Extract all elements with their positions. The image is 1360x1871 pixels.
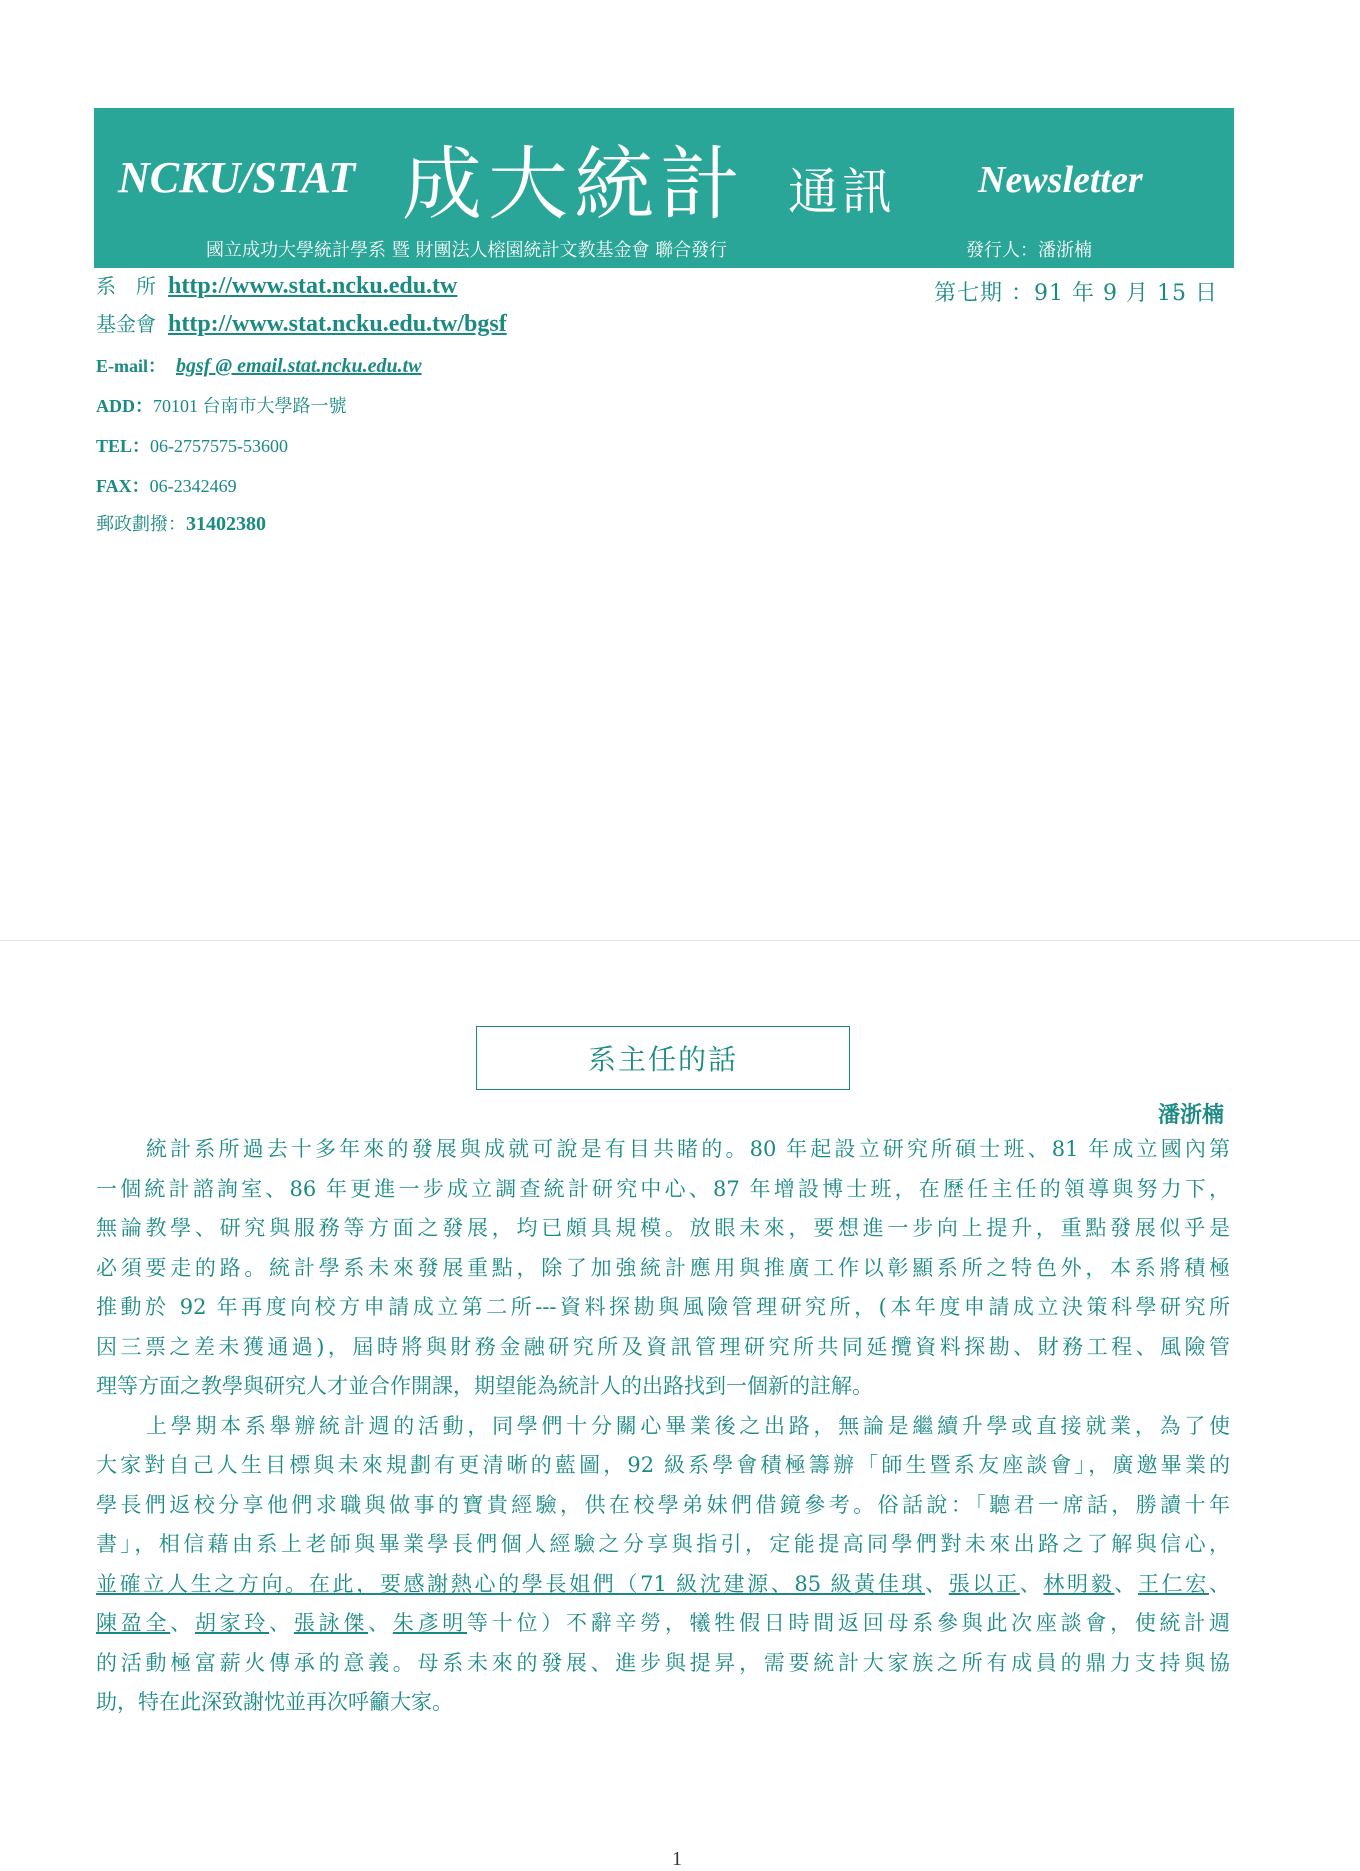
masthead-right-title: Newsletter (978, 159, 1143, 201)
alumni-name: 黃佳琪 (854, 1571, 926, 1596)
page-fold-line (0, 940, 1360, 941)
alumni-name: 沈建源 (699, 1571, 771, 1596)
page-number: 1 (672, 1848, 682, 1870)
contact-foundation: 基金會 http://www.stat.ncku.edu.tw/bgsf (96, 311, 507, 337)
masthead-issuer: 發行人：潘浙楠 (966, 240, 1092, 261)
masthead-chinese-subtitle: 通訊 (788, 163, 896, 221)
alumni-name: 陳盈全 (96, 1611, 171, 1635)
text-line: 大家對自己人生目標與未來規劃有更清晰的藍圖，92 級系學會積極籌辦「師生暨系友座談會」，廣邀畢業的 (96, 1453, 1230, 1477)
masthead-left-title: NCKU/STAT (118, 153, 356, 202)
text-line: 助，特在此深致謝忱並再次呼籲大家。 (96, 1690, 453, 1714)
alumni-name: 林明毅 (1043, 1571, 1115, 1596)
masthead-banner (94, 108, 1234, 268)
text-line: 書」，相信藉由系上老師與畢業學長們個人經驗之分享與指引，定能提高同學們對未來出路之了解與信心， (96, 1532, 1230, 1556)
issue-date: 第七期 ：91 年 9 月 15 日 (934, 281, 1218, 306)
email-link[interactable]: bgsf @ email.stat.ncku.edu.tw (176, 355, 422, 377)
contact-tel: TEL：06-2757575-53600 (96, 436, 289, 456)
text-line: 陳盈全、胡家玲、張詠傑、朱彥明等十位）不辭辛勞，犧牲假日時間返回母系參與此次座談會，使統計週 (96, 1611, 1230, 1635)
text-line: 並確立人生之方向。在此，要感謝熱心的學長姐們（71 級沈建源、85 級黃佳琪、張以正、林明毅、王仁宏、 (96, 1571, 1230, 1596)
masthead-chinese-title: 成大統計 (402, 138, 746, 231)
alumni-name: 張詠傑 (293, 1611, 369, 1635)
alumni-name: 朱彥明 (392, 1611, 468, 1635)
contact-email: E-mail： bgsf @ email.stat.ncku.edu.tw (96, 355, 422, 377)
text-line: 理等方面之教學與研究人才並合作開課，期望能為統計人的出路找到一個新的註解。 (96, 1374, 873, 1398)
dept-url-link[interactable]: http://www.stat.ncku.edu.tw (168, 273, 458, 299)
text-line: 因三票之差未獲通過)，屆時將與財務金融研究所及資訊管理研究所共同延攬資料探勘、財務工程、風險管 (96, 1334, 1230, 1359)
alumni-name: 王仁宏 (1138, 1571, 1209, 1596)
contact-postal-account: 郵政劃撥：31402380 (96, 513, 266, 535)
text-line: 一個統計諮詢室、86 年更進一步成立調查統計研究中心、87 年增設博士班，在歷任主任的領導與努力下， (96, 1176, 1230, 1201)
alumni-name: 胡家玲 (194, 1611, 270, 1635)
text-line: 統計系所過去十多年來的發展與成就可說是有目共睹的。80 年起設立研究所碩士班、81 年成立國內第 (146, 1137, 1230, 1161)
section-title: 系主任的話 (476, 1026, 850, 1090)
foundation-url-link[interactable]: http://www.stat.ncku.edu.tw/bgsf (168, 311, 507, 337)
contact-dept: 系 所 http://www.stat.ncku.edu.tw (96, 273, 458, 299)
text-line: 的活動極富薪火傳承的意義。母系未來的發展、進步與提昇，需要統計大家族之所有成員的鼎力支持與協 (96, 1650, 1230, 1675)
article-body (96, 1130, 1230, 1723)
text-line: 無論教學、研究與服務等方面之發展，均已頗具規模。放眼未來，要想進一步向上提升，重點發展似乎是 (96, 1216, 1230, 1240)
contact-fax: FAX：06-2342469 (96, 476, 237, 496)
text-line: 學長們返校分享他們求職與做事的寶貴經驗，供在校學弟妹們借鏡參考。俗話說：「聽君一席話，勝讀十年 (96, 1492, 1230, 1517)
alumni-name: 張以正 (948, 1571, 1020, 1596)
contact-address: ADD：70101 台南市大學路一號 (96, 396, 347, 416)
masthead-publishers: 國立成功大學統計學系 暨 財團法人榕園統計文教基金會 聯合發行 (206, 240, 728, 261)
text-line: 上學期本系舉辦統計週的活動，同學們十分關心畢業後之出路，無論是繼續升學或直接就業，為了使 (146, 1413, 1230, 1438)
article-author: 潘浙楠 (1158, 1102, 1225, 1128)
text-line: 推動於 92 年再度向校方申請成立第二所---資料探勘與風險管理研究所，(本年度申請成立決策科學研究所 (96, 1295, 1230, 1319)
text-line: 必須要走的路。統計學系未來發展重點，除了加強統計應用與推廣工作以彰顯系所之特色外，本系將積極 (96, 1255, 1230, 1280)
